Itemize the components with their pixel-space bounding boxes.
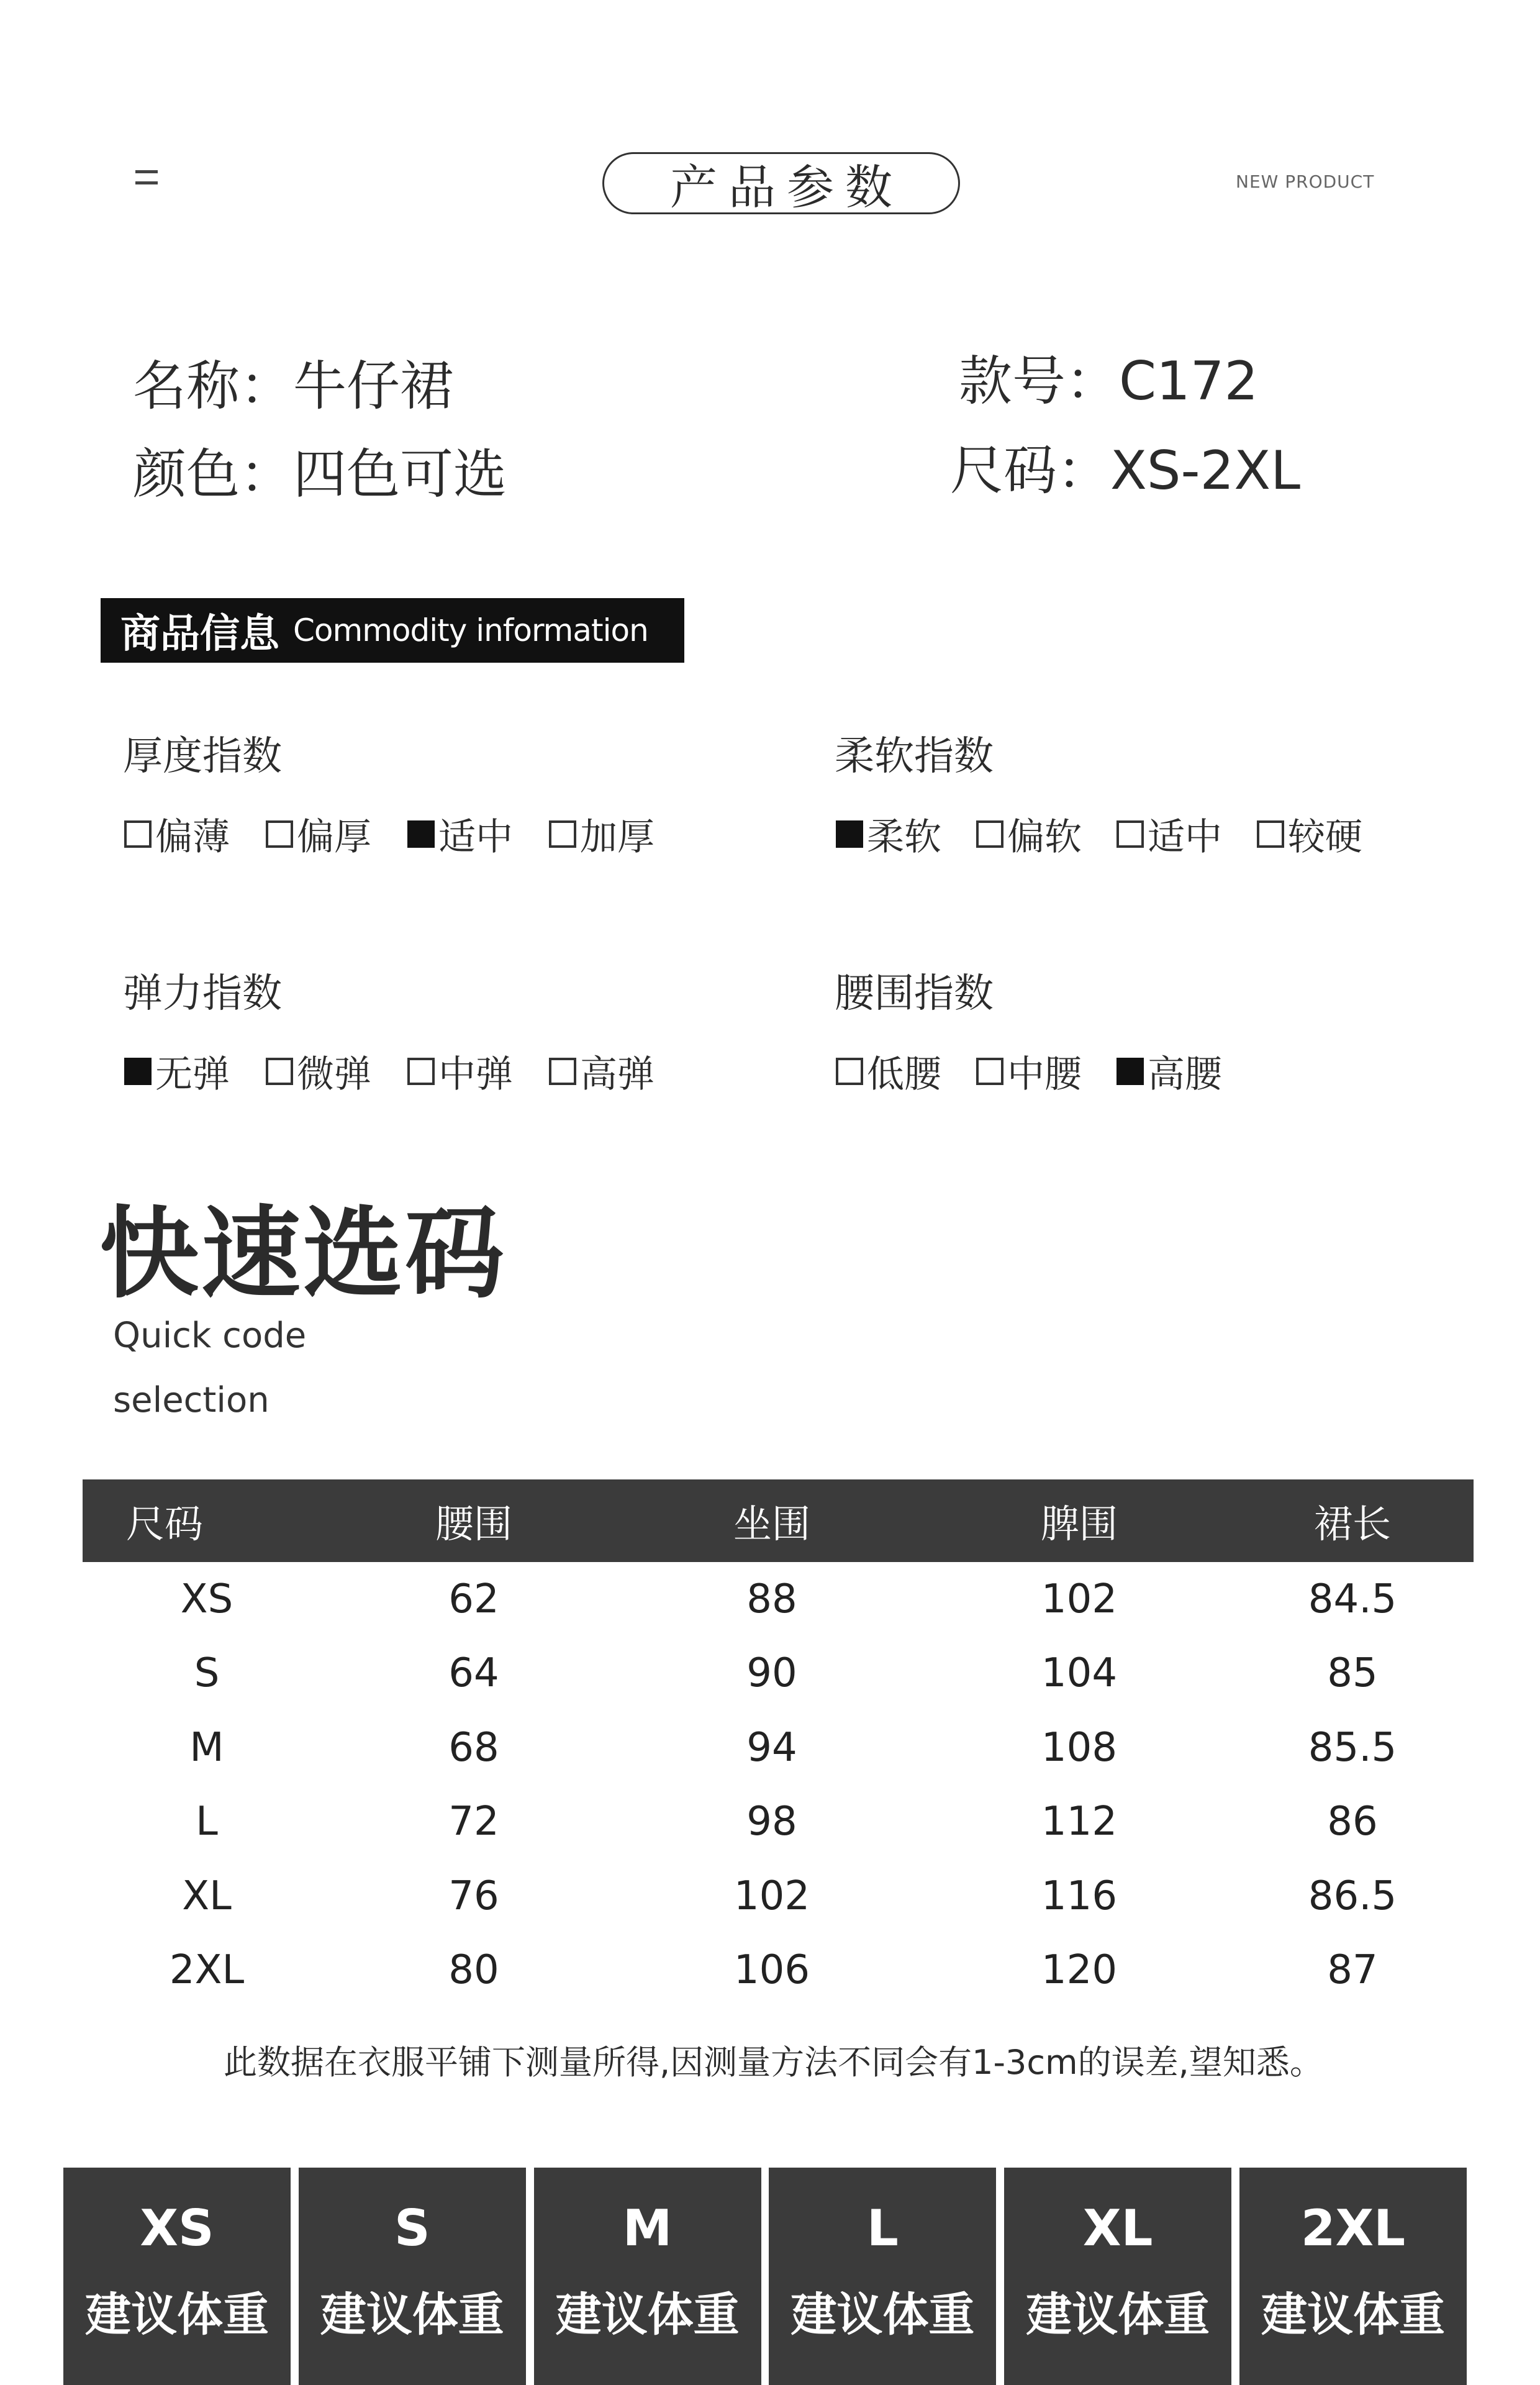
weight-tile-m [534,2168,761,2385]
table-cell: 102 [1041,1576,1118,1622]
unchecked-box-icon [836,1058,863,1085]
product-name: 名称：牛仔裙 [133,355,453,417]
table-cell: M [189,1724,224,1771]
table-cell: S [194,1650,220,1697]
weight-tile-s [299,2168,526,2385]
header-cell: 腰围 [435,1501,512,1547]
thickness-option-1 [266,807,371,861]
weight-tile-2xl [1239,2168,1467,2385]
unchecked-box-icon [976,1058,1003,1085]
waist-option-1 [976,1045,1082,1098]
tile-label: 建议体重 [1261,2288,1445,2342]
tile-label: 建议体重 [555,2288,740,2342]
table-row [83,1933,1474,2008]
option-label: 适中 [1148,815,1222,859]
table-cell: 112 [1041,1799,1118,1845]
weight-tile-xl [1004,2168,1231,2385]
table-cell: 76 [448,1873,499,1919]
header-cell: 脾围 [1040,1501,1118,1547]
tile-size: L [866,2199,899,2257]
weight-tile-l [769,2168,996,2385]
table-cell: 2XL [169,1947,245,1994]
tile-size: S [394,2199,430,2257]
tile-size: 2XL [1300,2199,1406,2257]
page-title: 产品参数 [602,152,960,214]
product-color: 颜色：四色可选 [133,443,507,506]
option-label: 高腰 [1148,1053,1222,1096]
waist-options [836,1045,1222,1098]
table-cell: XL [182,1873,232,1919]
table-cell: XS [180,1576,233,1622]
softness-options [836,807,1362,861]
quick-select-subtitle-2: selection [113,1380,270,1420]
unchecked-box-icon [266,820,293,848]
option-label: 高弹 [580,1053,654,1096]
header-cell: 尺码 [126,1501,204,1547]
menu-icon[interactable] [135,166,160,191]
table-row [83,1785,1474,1860]
table-cell: L [196,1799,218,1845]
softness-option-3 [1257,807,1362,861]
weight-tile-xs [63,2168,291,2385]
option-label: 中腰 [1007,1053,1082,1096]
table-cell: 85 [1327,1650,1378,1697]
softness-option-0 [836,807,941,861]
option-label: 偏薄 [155,815,230,859]
thickness-options [124,807,654,861]
measurement-note: 此数据在衣服平铺下测量所得,因测量方法不同会有1-3cm的误差,望知悉。 [224,2043,1323,2082]
tile-size: XL [1082,2199,1153,2257]
unchecked-box-icon [1257,820,1284,848]
table-row [83,1562,1474,1637]
tile-label: 建议体重 [790,2288,975,2342]
softness-index-title: 柔软指数 [835,734,994,779]
thickness-option-3 [549,807,654,861]
unchecked-box-icon [124,820,152,848]
unchecked-box-icon [407,1058,435,1085]
product-style-no: 款号：C172 [959,350,1259,412]
size-table-header [83,1479,1474,1562]
tile-size: XS [140,2199,214,2257]
elasticity-index-title: 弹力指数 [123,971,282,1017]
thickness-option-0 [124,807,230,861]
table-cell: 86.5 [1308,1873,1397,1919]
size-table-body [83,1562,1474,2007]
quick-select-subtitle-1: Quick code [113,1315,307,1356]
commodity-label-en: Commodity information [293,612,648,648]
elasticity-option-3 [549,1045,654,1098]
table-cell: 94 [746,1724,797,1771]
table-cell: 120 [1041,1947,1118,1994]
softness-option-1 [976,807,1082,861]
option-label: 偏软 [1007,815,1082,859]
unchecked-box-icon [976,820,1003,848]
checked-box-icon [407,820,435,848]
table-row [83,1710,1474,1785]
table-cell: 84.5 [1308,1576,1397,1622]
table-row [83,1859,1474,1933]
unchecked-box-icon [1116,820,1144,848]
table-cell: 116 [1041,1873,1118,1919]
checked-box-icon [836,820,863,848]
table-cell: 88 [746,1576,797,1622]
elasticity-option-0 [124,1045,230,1098]
table-cell: 87 [1327,1947,1378,1994]
checked-box-icon [124,1058,152,1085]
tile-label: 建议体重 [85,2288,269,2342]
thickness-index-title: 厚度指数 [123,734,282,779]
table-cell: 86 [1327,1799,1378,1845]
table-cell: 62 [448,1576,499,1622]
header-cell: 坐围 [733,1501,810,1547]
table-cell: 72 [448,1799,499,1845]
elasticity-option-1 [266,1045,371,1098]
table-cell: 108 [1041,1724,1118,1771]
commodity-label-cn: 商品信息 [120,611,279,657]
option-label: 低腰 [867,1053,941,1096]
new-product-label: NEW PRODUCT [1236,171,1375,192]
table-row [83,1637,1474,1711]
table-cell: 64 [448,1650,499,1697]
elasticity-options [124,1045,654,1098]
option-label: 中弹 [438,1053,513,1096]
commodity-info-header [101,598,684,663]
table-cell: 80 [448,1947,499,1994]
table-cell: 68 [448,1724,499,1771]
waist-option-2 [1116,1045,1222,1098]
unchecked-box-icon [266,1058,293,1085]
option-label: 无弹 [155,1053,230,1096]
tile-size: M [622,2199,673,2257]
header-cell: 裙长 [1313,1501,1391,1547]
unchecked-box-icon [549,1058,576,1085]
table-cell: 106 [733,1947,810,1994]
size-table [83,1479,1474,2007]
option-label: 加厚 [580,815,654,859]
elasticity-option-2 [407,1045,513,1098]
waist-index-title: 腰围指数 [835,971,994,1017]
table-cell: 98 [746,1799,797,1845]
table-cell: 104 [1041,1650,1118,1697]
option-label: 柔软 [867,815,941,859]
option-label: 适中 [438,815,513,859]
table-cell: 85.5 [1308,1724,1397,1771]
checked-box-icon [1116,1058,1144,1085]
option-label: 微弹 [297,1053,371,1096]
option-label: 较硬 [1288,815,1362,859]
tile-label: 建议体重 [320,2288,504,2342]
table-cell: 90 [746,1650,797,1697]
tile-label: 建议体重 [1026,2288,1210,2342]
product-size-range: 尺码：XS-2XL [950,440,1301,502]
weight-suggestion-tiles [63,2168,1467,2385]
quick-select-title: 快速选码 [99,1196,507,1312]
option-label: 偏厚 [297,815,371,859]
waist-option-0 [836,1045,941,1098]
softness-option-2 [1116,807,1222,861]
unchecked-box-icon [549,820,576,848]
table-cell: 102 [733,1873,810,1919]
thickness-option-2 [407,807,513,861]
